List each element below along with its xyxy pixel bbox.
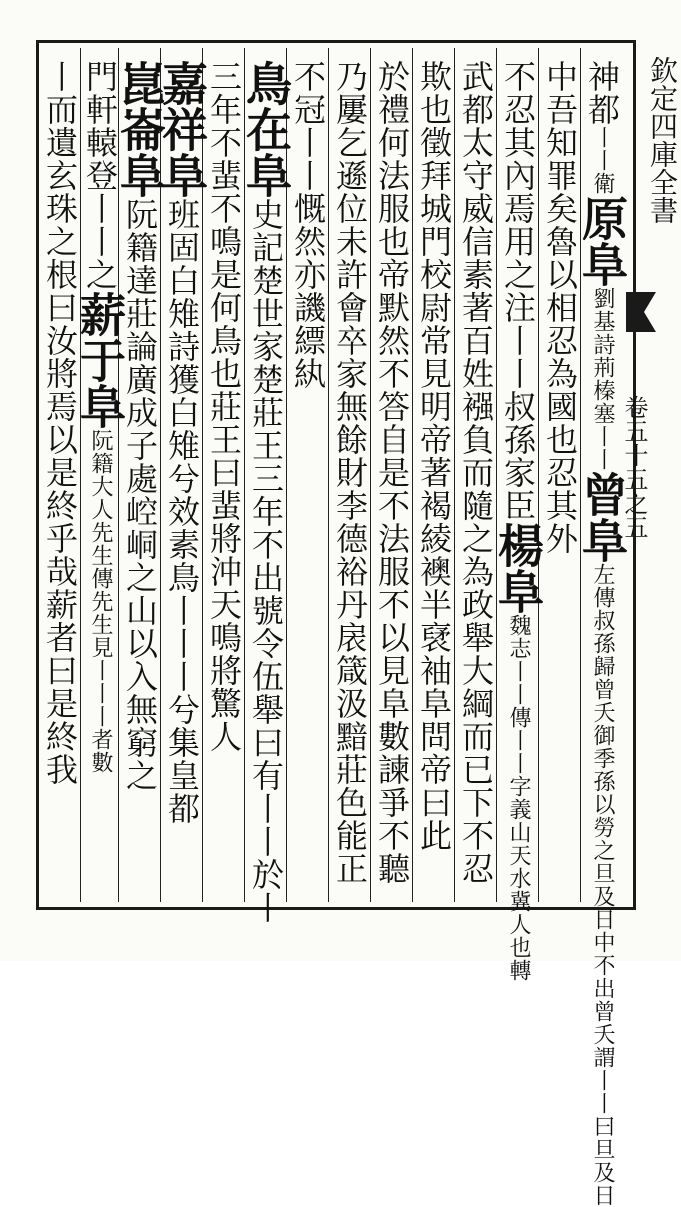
entry-note: 魏志丨丨傳丨丨字義山天水冀人也轉 — [506, 614, 531, 982]
entry-heading: 薪于阜 — [73, 291, 127, 429]
volume-label: 卷五十五之五 — [620, 395, 648, 539]
entry-heading: 楊阜 — [491, 522, 545, 614]
column-rule — [370, 48, 371, 902]
text-column — [113, 60, 167, 900]
text-column — [288, 60, 328, 900]
text-column — [155, 60, 209, 900]
entry-text: 門軒轅登丨丨之 — [81, 60, 119, 291]
text-column — [73, 60, 127, 900]
entry-heading: 鳥在阜 — [239, 60, 293, 198]
text-column — [414, 60, 454, 900]
entry-note: 丨丨衛 — [590, 126, 615, 195]
column-rule — [538, 48, 539, 902]
entry-text: 欺也徵拜城門校尉常見明帝著褐綾襖半裦袖阜問帝曰此 — [415, 60, 453, 852]
text-column — [575, 60, 629, 1207]
entry-text: 曰汝將焉以是終乎哉薪者曰是終我 — [41, 291, 79, 786]
entry-text: 三年不蜚不鳴是何鳥也莊王曰蜚將沖天鳴將驚人 — [205, 60, 243, 753]
text-column — [372, 60, 412, 900]
entry-text: 不忍其內焉用之注丨丨叔孫家臣 — [499, 60, 537, 522]
text-column — [204, 60, 244, 900]
text-column — [540, 60, 580, 900]
text-column — [456, 60, 496, 900]
entry-text: 中吾知罪矣魯以相忍為國也忍其外 — [541, 60, 579, 555]
entry-note: 左傳叔孫歸曾夭御季孫以勞之旦及日中不出曾夭謂丨丨曰旦及日 — [590, 563, 615, 1207]
entry-heading: 嘉祥阜 — [155, 60, 209, 198]
entry-text: 於禮何法服也帝默然不答自是不法服不以見阜數諫爭不聽 — [373, 60, 411, 885]
column-rule — [412, 48, 413, 902]
text-column — [330, 60, 370, 900]
entry-note: 阮籍大人先生傳先生見丨丨丨者數 — [88, 429, 113, 774]
book-title: 欽定四庫全書 — [646, 56, 679, 224]
entry-heading: 崑崙阜 — [113, 60, 167, 198]
entry-text: 阮籍達莊論廣成子處崆峒之山以入無窮之 — [121, 198, 159, 792]
entry-text: 乃屢乞遜位未許會卒家無餘財李德裕丹扆箴汲黯莊色能正 — [331, 60, 369, 885]
text-column — [491, 60, 545, 982]
column-rule — [454, 48, 455, 902]
column-rule — [496, 48, 497, 902]
entry-text: 班固白雉詩獲白雉兮效素鳥丨丨丨兮集皇都 — [163, 198, 201, 825]
entry-text: 丨而遺玄珠之根 — [41, 60, 79, 291]
text-column — [42, 60, 80, 900]
entry-text: 史記楚世家楚莊王三年不出號令伍舉曰有丨丨於丨 — [247, 198, 285, 924]
entry-note: 劉基詩荊榛塞丨丨 — [590, 287, 615, 471]
column-rule — [328, 48, 329, 902]
entry-text: 武都太守威信素著百姓襁負而隨之為政舉大綱而已下不忍 — [457, 60, 495, 885]
entry-heading: 原阜 — [575, 195, 629, 287]
entry-text: 不冠丨丨慨然亦譏縹紈 — [289, 60, 327, 390]
entry-text: 神都 — [583, 60, 621, 126]
text-column — [239, 60, 293, 924]
entry-heading: 曾阜 — [575, 471, 629, 563]
